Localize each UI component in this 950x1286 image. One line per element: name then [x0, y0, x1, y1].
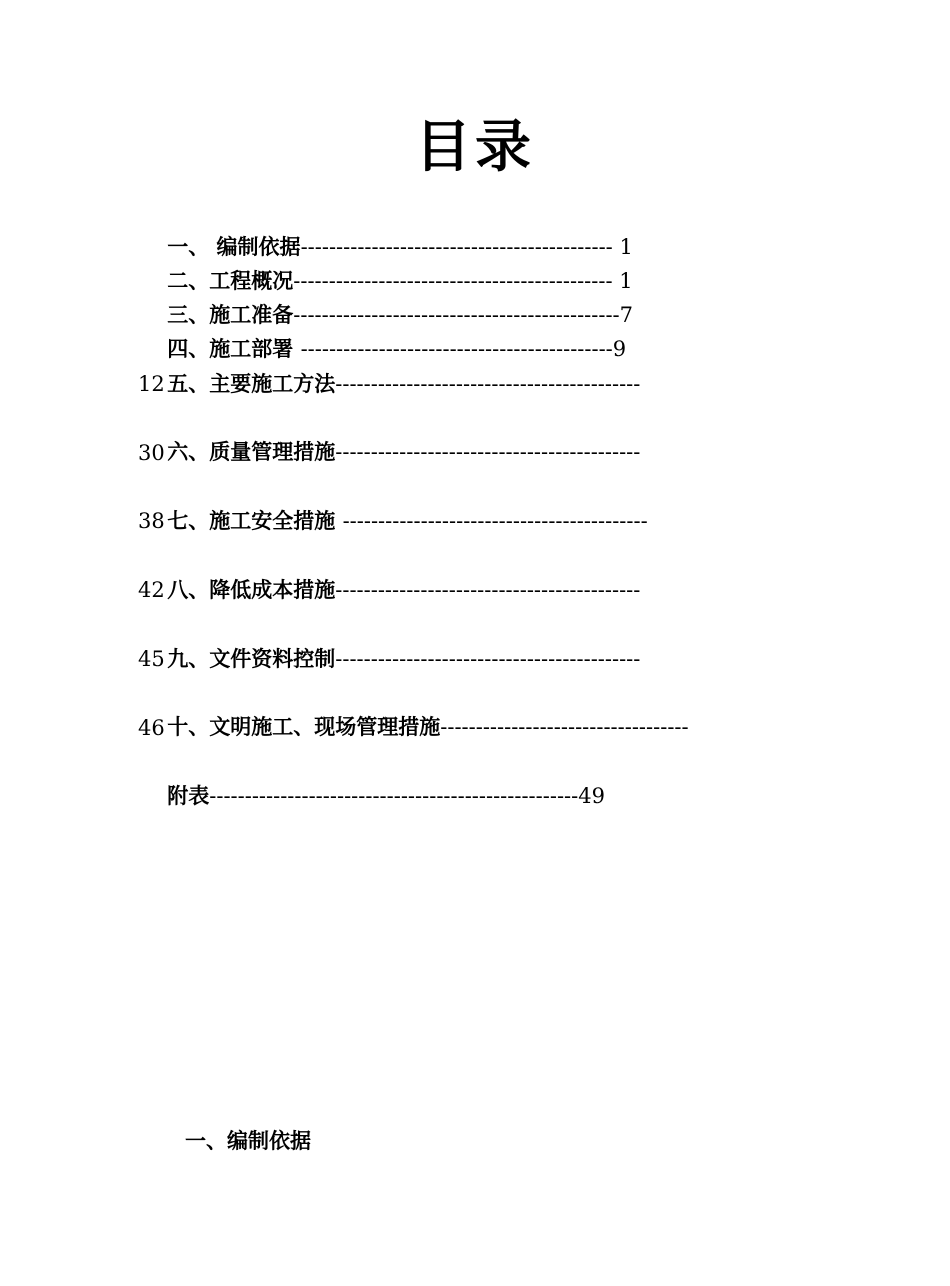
section-heading: 一、编制依据 — [185, 1128, 311, 1153]
toc-entry-leader: -------------------------------------------- — [300, 235, 620, 259]
toc-entry-page: 49 — [578, 784, 605, 808]
toc-entry-label: 二、工程概况 — [167, 268, 294, 293]
toc-entry-page: 9 — [612, 337, 627, 361]
toc-entry-leader: ------------------------------------------- — [335, 647, 641, 671]
toc-entry-page: 12 — [138, 372, 165, 396]
toc-entry-label: 六、质量管理措施 — [167, 439, 336, 464]
toc-entry-page: 38 — [138, 509, 165, 533]
toc-entry-label: 三、施工准备 — [167, 302, 294, 327]
toc-title: 目录 — [415, 114, 535, 180]
toc-entry-leader: ------------------------------------------- — [342, 509, 648, 533]
toc-entry-leader: ----------------------------------- — [440, 715, 689, 739]
toc-entry-label: 七、施工安全措施 — [167, 508, 343, 533]
toc-entry-page: 30 — [138, 441, 165, 465]
toc-entry-page: 1 — [619, 269, 633, 293]
toc-entry-page: 7 — [619, 303, 634, 327]
toc-entry-label: 四、施工部署 — [167, 336, 301, 361]
toc-entry-leader: ------------------------------------------- — [335, 372, 641, 396]
toc-entry-label: 九、文件资料控制 — [167, 646, 336, 671]
toc-entry-page: 42 — [138, 578, 165, 602]
toc-entry-page: 45 — [138, 647, 165, 671]
toc-entry-label: 一、 编制依据 — [167, 234, 301, 259]
toc-entry-11[interactable] — [138, 745, 605, 847]
toc-entry-label: 五、主要施工方法 — [167, 371, 336, 396]
toc-entry-leader: ---------------------------------------------- — [293, 303, 620, 327]
toc-entry-page: 1 — [619, 235, 633, 259]
toc-entry-leader: ------------------------------------------- — [335, 440, 641, 464]
toc-entry-label: 十、文明施工、现场管理措施 — [167, 714, 441, 739]
toc-entry-leader: -------------------------------------------- — [300, 337, 613, 361]
toc-entry-leader: --------------------------------------------- — [293, 269, 620, 293]
toc-entry-label: 附表 — [167, 783, 210, 808]
toc-entry-leader: ---------------------------------------------------- — [209, 784, 579, 808]
toc-entry-page: 46 — [138, 716, 165, 740]
toc-entry-label: 八、降低成本措施 — [167, 577, 336, 602]
toc-entry-leader: ------------------------------------------- — [335, 578, 641, 602]
